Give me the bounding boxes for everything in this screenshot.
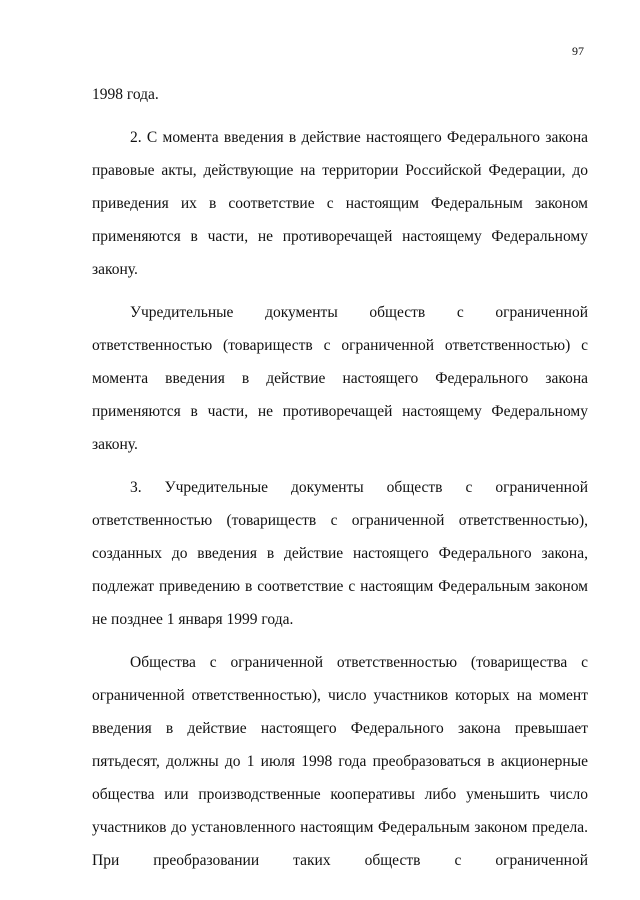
paragraph-continuation: 1998 года. (92, 86, 159, 103)
paragraph-item-2: 2. С момента введения в действие настоящего Федерального закона правовые акты, действующие на территории Российской Федерации, до приведения их в соответствие с настоящим Федеральным законом применяются в части, не противоречащей настоящему Федеральному закону. (92, 129, 588, 278)
paragraph-item-3: 3. Учредительные документы обществ с ограниченной ответственностью (товариществ с ограниченной ответственностью), созданных до введения в действие настоящего Федерального закона, подлежат приведению в соответствие с настоящим Федеральным законом не позднее 1 января 1999 года. (92, 479, 588, 628)
paragraph-founding-documents: Учредительные документы обществ с ограниченной ответственностью (товариществ с ограниченной ответственностью) с момента введения в действие настоящего Федерального закона применяются в части, не противоречащей настоящему Федеральному закону. (92, 304, 588, 453)
document-body (92, 78, 588, 877)
page-number: 97 (572, 44, 584, 58)
paragraph-companies-over-fifty: Общества с ограниченной ответственностью (товарищества с ограниченной ответственностью), число участников которых на момент введения в действие настоящего Федерального закона превышает пятьдесят, должны до 1 июля 1998 года преобразоваться в акционерные общества или производственные кооперативы либо уменьшить число участников до установленного настоящим Федеральным законом предела. При преобразовании таких обществ с ограниченной (92, 654, 588, 869)
